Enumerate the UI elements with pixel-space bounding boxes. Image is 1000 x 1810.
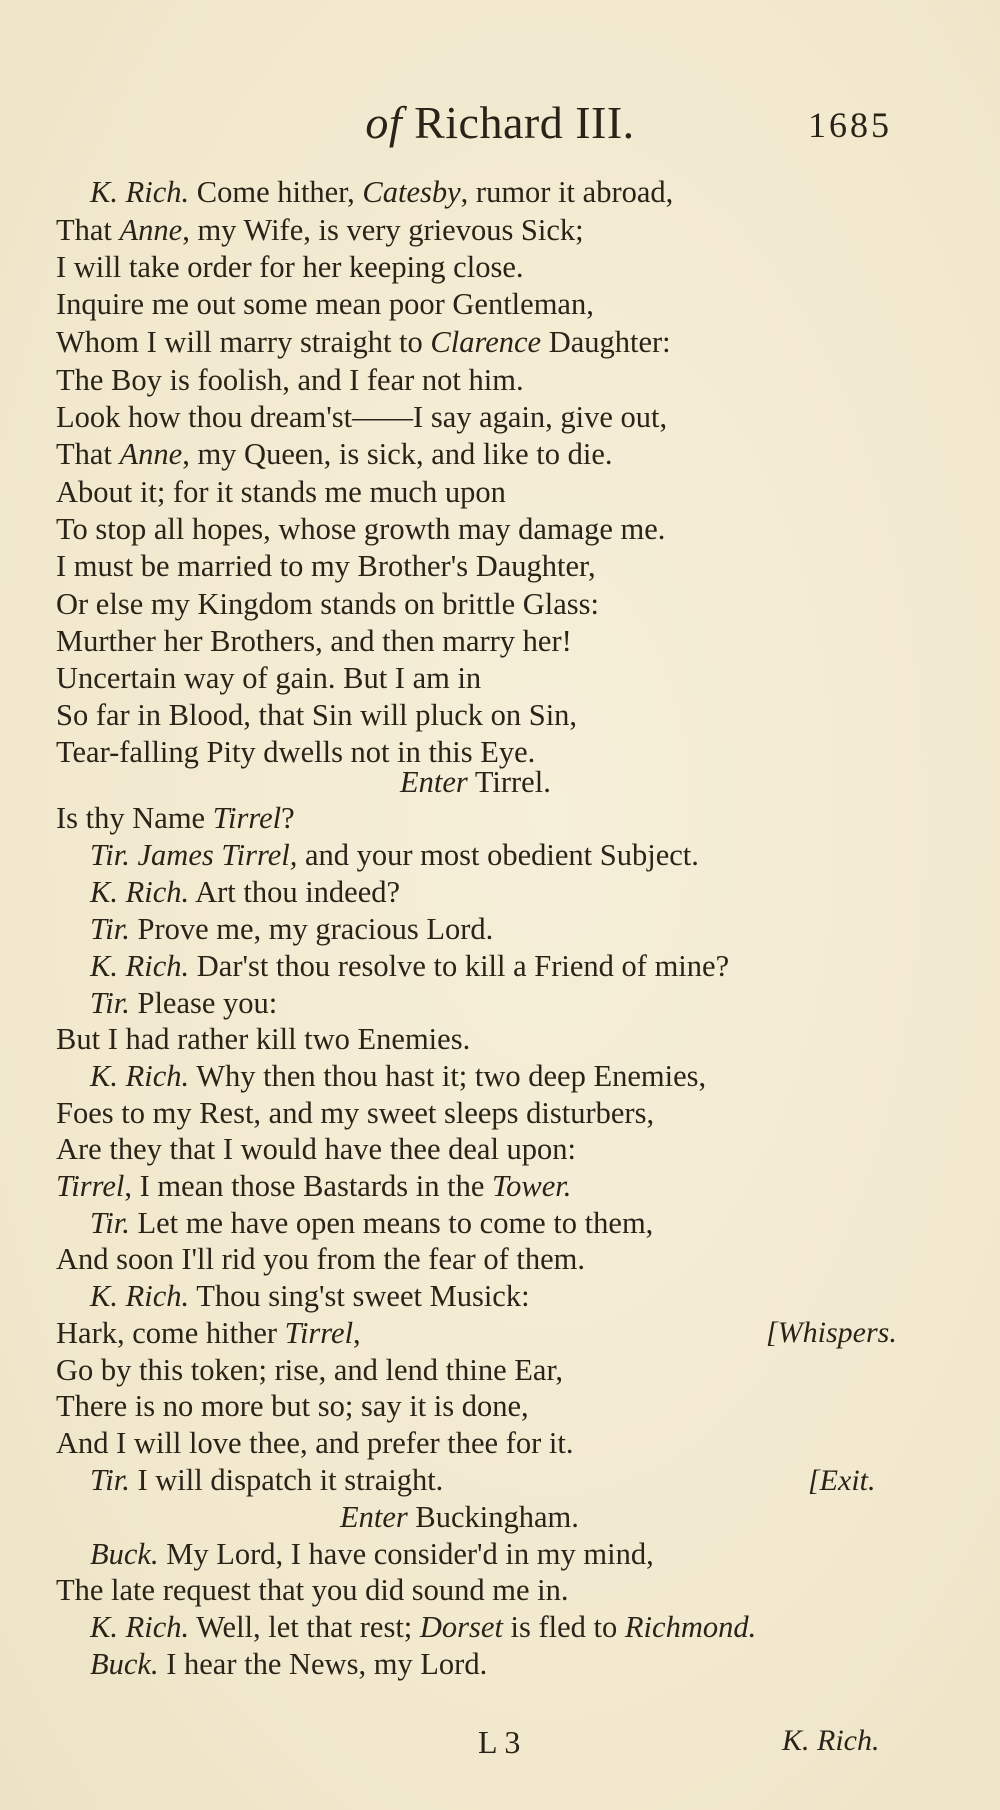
line-text: Are they that I would have thee deal upon: bbox=[56, 1132, 577, 1166]
line-text: But I had rather kill two Enemies. bbox=[56, 1022, 471, 1056]
line-text: ? bbox=[281, 801, 295, 835]
line-text: Hark, come hither bbox=[56, 1316, 285, 1350]
line-text: Tirrel. bbox=[467, 765, 551, 799]
catchword: K. Rich. bbox=[782, 1724, 880, 1757]
line-text: So far in Blood, that Sin will pluck on Sin, bbox=[56, 698, 578, 732]
line-text: Or else my Kingdom stands on brittle Glass: bbox=[56, 587, 600, 621]
line-text: is fled to bbox=[502, 1610, 625, 1644]
verse-line bbox=[340, 1499, 579, 1535]
verse-line bbox=[56, 1131, 576, 1167]
verse-line bbox=[56, 474, 506, 510]
speaker-name: Tir. bbox=[90, 1206, 130, 1240]
verse-line bbox=[56, 548, 596, 584]
line-text: Go by this token; rise, and lend thine Ear, bbox=[56, 1353, 564, 1387]
speaker-name: Buck. bbox=[90, 1647, 159, 1681]
signature-mark: L 3 bbox=[478, 1724, 521, 1760]
speaker-name: K. Rich. bbox=[90, 1059, 190, 1093]
line-text: Why then thou hast it; two deep Enemies, bbox=[189, 1059, 707, 1093]
verse-line bbox=[56, 800, 295, 836]
line-text: Come hither, bbox=[189, 175, 363, 209]
verse-line bbox=[56, 249, 523, 285]
line-text: Thou sing'st sweet Musick: bbox=[189, 1279, 530, 1313]
line-text: There is no more but so; say it is done, bbox=[56, 1389, 529, 1423]
verse-line bbox=[56, 1095, 654, 1131]
running-title-main: Richard III. bbox=[414, 97, 635, 148]
verse-line bbox=[56, 436, 613, 472]
line-text: Dar'st thou resolve to kill a Friend of mine? bbox=[189, 949, 730, 983]
verse-line bbox=[56, 324, 671, 360]
line-text: To stop all hopes, whose growth may damage me. bbox=[56, 512, 666, 546]
line-text: The Boy is foolish, and I fear not him. bbox=[56, 363, 524, 397]
line-text: Foes to my Rest, and my sweet sleeps disturbers, bbox=[56, 1096, 655, 1130]
verse-line bbox=[90, 1205, 653, 1241]
verse-line bbox=[90, 1278, 530, 1314]
italic-name: Anne bbox=[119, 437, 183, 471]
speaker-name: K. Rich. bbox=[90, 875, 190, 909]
speaker-name: K. Rich. bbox=[90, 1279, 190, 1313]
italic-name: James Tirrel, bbox=[129, 838, 298, 872]
italic-name: Enter bbox=[340, 1500, 408, 1534]
verse-line bbox=[90, 1058, 706, 1094]
line-text: and your most obedient Subject. bbox=[297, 838, 699, 872]
verse-line bbox=[90, 911, 493, 947]
line-text: Please you: bbox=[129, 986, 278, 1020]
line-text: , my Queen, is sick, and like to die. bbox=[182, 437, 613, 471]
line-text: Buckingham. bbox=[407, 1500, 579, 1534]
verse-line bbox=[90, 174, 673, 210]
line-text: Daughter: bbox=[541, 325, 671, 359]
verse-line bbox=[56, 1315, 361, 1351]
line-text: The late request that you did sound me in. bbox=[56, 1573, 569, 1607]
verse-line bbox=[56, 1168, 571, 1204]
running-title-of: of bbox=[365, 97, 403, 148]
line-text: I hear the News, my Lord. bbox=[158, 1647, 488, 1681]
speaker-name: K. Rich. bbox=[90, 1610, 190, 1644]
verse-line bbox=[56, 362, 524, 398]
line-text: , rumor it abroad, bbox=[460, 175, 674, 209]
verse-line bbox=[90, 874, 400, 910]
verse-line bbox=[90, 1462, 443, 1498]
line-text: Whom I will marry straight to bbox=[56, 325, 431, 359]
speaker-name: Tir. bbox=[90, 912, 130, 946]
italic-name: Tirrel bbox=[212, 801, 282, 835]
line-text: , my Wife, is very grievous Sick; bbox=[182, 213, 584, 247]
line-text: I will take order for her keeping close. bbox=[56, 250, 524, 284]
line-text: Tear-falling Pity dwells not in this Eye. bbox=[56, 735, 536, 769]
speaker-name: K. Rich. bbox=[90, 949, 190, 983]
verse-line bbox=[56, 1021, 470, 1057]
verse-line bbox=[90, 1536, 654, 1572]
italic-name: Enter bbox=[400, 765, 468, 799]
verse-line bbox=[56, 697, 577, 733]
line-text: Is thy Name bbox=[56, 801, 213, 835]
italic-name: Dorset bbox=[419, 1610, 503, 1644]
line-text: Well, let that rest; bbox=[189, 1610, 420, 1644]
verse-line bbox=[90, 837, 699, 873]
italic-name: Anne bbox=[119, 213, 183, 247]
speaker-name: Buck. bbox=[90, 1537, 159, 1571]
verse-line bbox=[56, 1425, 573, 1461]
line-text: I must be married to my Brother's Daughter, bbox=[56, 549, 596, 583]
line-text: , bbox=[353, 1316, 361, 1350]
line-text: About it; for it stands me much upon bbox=[56, 475, 506, 509]
stage-direction-whispers: [Whispers. bbox=[766, 1316, 897, 1349]
italic-name: Richmond. bbox=[624, 1610, 757, 1644]
line-text: And I will love thee, and prefer thee for it. bbox=[56, 1426, 574, 1460]
verse-line bbox=[56, 511, 665, 547]
verse-line bbox=[56, 212, 584, 248]
line-text: Art thou indeed? bbox=[189, 875, 401, 909]
line-text: Look how thou dream'st——I say again, give out, bbox=[56, 400, 668, 434]
italic-name: Clarence bbox=[430, 325, 542, 359]
verse-line bbox=[56, 1352, 563, 1388]
verse-line bbox=[56, 399, 667, 435]
stage-direction-exit: [Exit. bbox=[808, 1464, 876, 1497]
verse-line bbox=[90, 1646, 487, 1682]
verse-line bbox=[90, 985, 277, 1021]
speaker-name: Tir. bbox=[90, 838, 130, 872]
line-text: Let me have open means to come to them, bbox=[129, 1206, 654, 1240]
verse-line bbox=[56, 1241, 585, 1277]
verse-line bbox=[56, 660, 481, 696]
line-text: That bbox=[56, 437, 120, 471]
verse-line bbox=[56, 286, 594, 322]
verse-line bbox=[90, 1609, 756, 1645]
line-text: , I mean those Bastards in the bbox=[124, 1169, 492, 1203]
line-text: Murther her Brothers, and then marry her! bbox=[56, 624, 572, 658]
italic-name: Catesby bbox=[362, 175, 461, 209]
italic-name: Tower. bbox=[491, 1169, 572, 1203]
line-text: Inquire me out some mean poor Gentleman, bbox=[56, 287, 594, 321]
page-number: 1685 bbox=[808, 105, 892, 145]
line-text: Uncertain way of gain. But I am in bbox=[56, 661, 482, 695]
italic-name: Tirrel bbox=[56, 1169, 125, 1203]
speaker-name: K. Rich. bbox=[90, 175, 190, 209]
speaker-name: Tir. bbox=[90, 1463, 130, 1497]
line-text: My Lord, I have consider'd in my mind, bbox=[158, 1537, 654, 1571]
line-text: I will dispatch it straight. bbox=[129, 1463, 444, 1497]
line-text: Prove me, my gracious Lord. bbox=[129, 912, 494, 946]
verse-line bbox=[56, 623, 572, 659]
verse-line bbox=[90, 948, 729, 984]
verse-line bbox=[56, 586, 599, 622]
speaker-name: Tir. bbox=[90, 986, 130, 1020]
verse-line bbox=[56, 1572, 568, 1608]
verse-line bbox=[56, 1388, 529, 1424]
italic-name: Tirrel bbox=[284, 1316, 354, 1350]
line-text: And soon I'll rid you from the fear of them. bbox=[56, 1242, 585, 1276]
verse-line bbox=[400, 764, 551, 800]
line-text: That bbox=[56, 213, 120, 247]
